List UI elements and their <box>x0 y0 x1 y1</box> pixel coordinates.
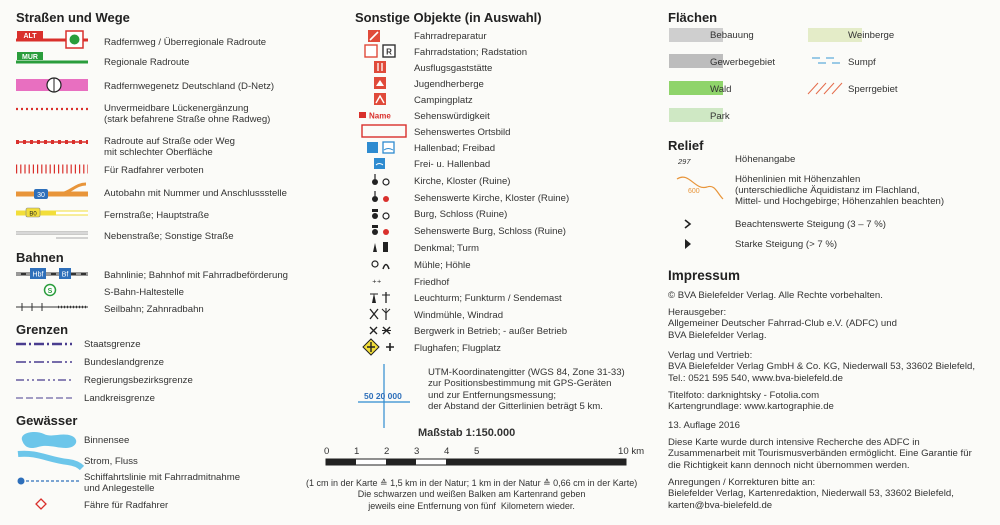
railway-symbol <box>16 266 100 282</box>
pool-combined-icon <box>373 157 387 171</box>
castle-icon <box>370 207 394 221</box>
scale-tick-1: 1 <box>354 446 360 457</box>
object-label-4: Campingplatz <box>414 95 473 106</box>
church-icon <box>370 173 394 187</box>
area-label-park: Park <box>710 111 730 122</box>
object-label-7: Hallenbad; Freibad <box>414 143 496 154</box>
townscape-icon <box>361 124 409 138</box>
moderate-slope-icon <box>682 218 694 230</box>
impressum-publisher: Herausgeber: Allgemeiner Deutscher Fahrrad-Club e.V. (ADFC) und BVA Bielefelder Verlag. <box>668 307 897 341</box>
scale-title: Maßstab 1:150.000 <box>418 427 516 439</box>
cable-car-symbol <box>16 302 96 314</box>
pool-icon <box>366 141 398 155</box>
border-label-0: Staatsgrenze <box>84 339 141 350</box>
sight-church-icon <box>370 190 394 204</box>
impressum-disclaimer: Diese Karte wurde durch intensive Recherche des ADFC in Zusammenarbeit mit Tourismusverbänden ermöglicht. Eine Garantie für die Richtigkeit kann dennoch nicht übernommen werden. <box>668 437 972 471</box>
area-label-sperrgebiet: Sperrgebiet <box>848 84 898 95</box>
badge-s: S <box>47 288 53 295</box>
minor-road-symbol <box>16 228 96 242</box>
rail-heading: Bahnen <box>16 250 64 265</box>
relief-label-2: Beachtenswerte Steigung (3 – 7 %) <box>735 219 886 230</box>
object-label-15: Friedhof <box>414 277 450 288</box>
road-label-4: Radroute auf Straße oder Weg mit schlechter Oberfläche <box>104 136 236 158</box>
bike-ferry-icon <box>34 497 48 511</box>
impressum-distribution: Verlag und Vertrieb: BVA Bielefelder Verlag GmbH & Co. KG, Niederwall 53, 33602 Bielefeld, Tel.: 0521 595 540, www.bva-bielefeld.de <box>668 350 975 384</box>
area-label-bebauung: Bebauung <box>710 30 754 41</box>
svg-text:R: R <box>386 47 392 57</box>
object-label-8: Frei- u. Hallenbad <box>414 159 491 170</box>
forbidden-symbol <box>16 163 96 175</box>
relief-label-3: Starke Steigung (> 7 %) <box>735 239 838 250</box>
bundes-number: B0 <box>29 211 37 218</box>
hostel-icon <box>373 76 387 90</box>
road-label-8: Nebenstraße; Sonstige Straße <box>104 231 234 242</box>
restaurant-icon <box>373 60 387 74</box>
utm-number: 50 20 000 <box>364 391 402 401</box>
lake-symbol <box>18 428 88 452</box>
impressum-copyright: © BVA Bielefelder Verlag. Alle Rechte vorbehalten. <box>668 290 883 301</box>
windmill-icon <box>368 307 396 321</box>
borders-heading: Grenzen <box>16 322 69 337</box>
sight-icon <box>358 109 408 121</box>
river-symbol <box>18 450 88 470</box>
object-label-12: Sehenswerte Burg, Schloss (Ruine) <box>414 226 566 237</box>
scale-tick-2: 2 <box>384 446 390 457</box>
camping-icon <box>373 92 387 106</box>
main-road-symbol <box>16 207 96 221</box>
object-label-16: Leuchturm; Funkturm / Sendemast <box>414 293 562 304</box>
scale-tick-5: 5 <box>474 446 480 457</box>
object-label-1: Fahrradstation; Radstation <box>414 47 528 58</box>
area-swatch-sumpf <box>808 54 848 68</box>
sight-name-label: Name <box>369 111 391 121</box>
mill-icon <box>370 257 394 271</box>
object-label-2: Ausflugsgaststätte <box>414 63 493 74</box>
cemetery-icon <box>372 274 392 288</box>
area-swatch-sperrgebiet <box>808 81 848 95</box>
utm-description: UTM-Koordinatengitter (WGS 84, Zone 31-33) zur Positionsbestimmung mit GPS-Geräten und zur Entfernungsmessung; der Abstand der Gitterlinien beträgt 5 km. <box>428 367 625 412</box>
object-label-9: Kirche, Kloster (Ruine) <box>414 176 511 187</box>
object-label-3: Jugendherberge <box>414 79 484 90</box>
area-label-weinberge: Weinberge <box>848 30 895 41</box>
scale-tick-3: 3 <box>414 446 420 457</box>
object-label-10: Sehenswerte Kirche, Kloster (Ruine) <box>414 193 570 204</box>
scale-note: (1 cm in der Karte ≙ 1,5 km in der Natur; 1 km in der Natur ≙ 0,66 cm in der Karte) Die schwarzen und weißen Balken am Kartenrand geben jeweils eine Entfernung von fünf Kilometern wieder. <box>306 478 638 511</box>
radfernweg-symbol <box>16 30 96 50</box>
object-label-17: Windmühle, Windrad <box>414 310 504 321</box>
road-label-0: Radfernweg / Überregionale Radroute <box>104 37 267 48</box>
border-label-2: Regierungsbezirksgrenze <box>84 375 193 386</box>
gap-route-symbol <box>16 105 96 115</box>
contour-line-symbol <box>675 173 725 203</box>
objects-heading: Sonstige Objekte (in Auswahl) <box>355 10 542 25</box>
road-label-6: Autobahn mit Nummer und Anschlussstelle <box>104 188 287 199</box>
relief-label-1: Höhenlinien mit Höhenzahlen (unterschiedliche Äquidistanz im Flachland, Mittel- und Hochgebirge; Höhenzahlen beachten) <box>735 174 945 207</box>
impressum-credits: Titelfoto: darknightsky - Fotolia.com Kartengrundlage: www.kartographie.de <box>668 390 834 413</box>
bike-repair-icon <box>367 29 381 43</box>
object-label-0: Fahrradreparatur <box>414 31 487 42</box>
rail-label-2: Seilbahn; Zahnradbahn <box>104 304 204 315</box>
scale-tick-4: 4 <box>444 446 450 457</box>
water-label-0: Binnensee <box>84 435 130 446</box>
border-label-3: Landkreisgrenze <box>84 393 155 404</box>
road-label-3: Unvermeidbare Lückenergänzung (stark befahrene Straße ohne Radweg) <box>104 103 271 125</box>
water-label-3: Fähre für Radfahrer <box>84 500 169 511</box>
ferry-line-symbol <box>16 475 86 487</box>
roads-heading: Straßen und Wege <box>16 10 130 25</box>
lighthouse-icon <box>368 290 396 304</box>
object-label-18: Bergwerk in Betrieb; - außer Betrieb <box>414 326 568 337</box>
border-label-1: Bundeslandgrenze <box>84 357 165 368</box>
svg-text:⁺⁺: ⁺⁺ <box>372 279 382 289</box>
contour-value: 600 <box>688 188 700 195</box>
impressum-contact: Anregungen / Korrekturen bitte an: Bielefelder Verlag, Kartenredaktion, Niederwall 53, 33602 Bielefeld, karten@bva-bielefeld.de <box>668 477 954 511</box>
area-label-wald: Wald <box>710 84 732 95</box>
badge-mur: MUR <box>22 54 38 61</box>
monument-icon <box>370 240 394 254</box>
impressum-edition: 13. Auflage 2016 <box>668 420 741 431</box>
water-heading: Gewässer <box>16 413 78 428</box>
mine-icon <box>368 324 396 338</box>
badge-bf: Bf <box>61 271 69 279</box>
object-label-11: Burg, Schloss (Ruine) <box>414 209 508 220</box>
bike-station-icon <box>364 44 400 58</box>
autobahn-symbol <box>16 182 100 202</box>
impressum-heading: Impressum <box>668 268 741 283</box>
airport-icon <box>362 338 396 356</box>
object-label-13: Denkmal; Turm <box>414 243 480 254</box>
steep-slope-icon <box>682 238 694 250</box>
road-label-1: Regionale Radroute <box>104 57 190 68</box>
scale-tick-10: 10 km <box>618 446 645 457</box>
object-label-19: Flughafen; Flugplatz <box>414 343 501 354</box>
area-label-sumpf: Sumpf <box>848 57 876 68</box>
sight-castle-icon <box>370 223 394 237</box>
relief-heading: Relief <box>668 138 704 153</box>
object-label-5: Sehenswürdigkeit <box>414 111 490 122</box>
object-label-6: Sehenswertes Ortsbild <box>414 127 511 138</box>
badge-hbf: Hbf <box>32 271 44 279</box>
scale-bar <box>326 458 636 468</box>
bad-surface-symbol <box>16 138 96 148</box>
water-label-1: Strom, Fluss <box>84 456 138 467</box>
relief-label-0: Höhenangabe <box>735 154 796 165</box>
spot-height-value: 297 <box>678 157 691 166</box>
object-label-14: Mühle; Höhle <box>414 260 471 271</box>
water-label-2: Schiffahrtslinie mit Fahrradmitnahme und Anlegestelle <box>84 472 241 494</box>
road-label-5: Für Radfahrer verboten <box>104 165 204 176</box>
regional-route-symbol <box>16 50 96 70</box>
s-bahn-icon <box>43 283 57 297</box>
scale-tick-0: 0 <box>324 446 330 457</box>
road-label-2: Radfernwegenetz Deutschland (D-Netz) <box>104 81 275 92</box>
area-label-gewerbe: Gewerbegebiet <box>710 57 776 68</box>
autobahn-number: 30 <box>37 192 45 199</box>
road-label-7: Fernstraße; Hauptstraße <box>104 210 210 221</box>
d-netz-symbol <box>16 76 96 96</box>
rail-label-0: Bahnlinie; Bahnhof mit Fahrradbeförderung <box>104 270 288 281</box>
rail-label-1: S-Bahn-Haltestelle <box>104 287 184 298</box>
areas-heading: Flächen <box>668 10 718 25</box>
badge-alt: ALT <box>23 33 37 40</box>
